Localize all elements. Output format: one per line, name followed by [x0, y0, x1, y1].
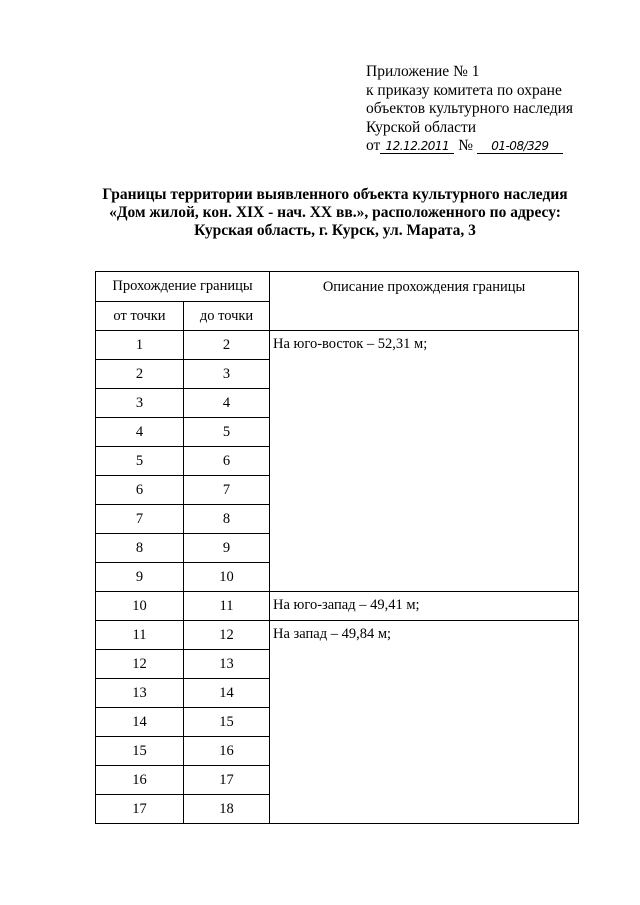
from-point: 14 [96, 708, 184, 737]
handwritten-number: 01-08/329 [477, 139, 563, 154]
appendix-order-line: к приказу комитета по охране [366, 81, 562, 99]
title-line-3: Курская область, г. Курск, ул. Марата, 3 [194, 222, 476, 239]
date-prefix: от [366, 137, 381, 154]
table-row [96, 621, 579, 650]
handwritten-date: 12.12.2011 [380, 139, 454, 154]
appendix-block [366, 63, 573, 156]
from-point: 11 [96, 621, 184, 650]
to-point: 12 [184, 621, 270, 650]
to-point: 4 [184, 389, 270, 418]
from-point: 13 [96, 679, 184, 708]
from-point: 12 [96, 650, 184, 679]
table-row [96, 592, 579, 621]
to-point: 10 [184, 563, 270, 592]
from-point: 8 [96, 534, 184, 563]
to-point: 15 [184, 708, 270, 737]
number-prefix: № [458, 137, 473, 154]
header-passage: Прохождение границы [96, 272, 270, 302]
from-point: 7 [96, 505, 184, 534]
to-point: 14 [184, 679, 270, 708]
from-point: 17 [96, 795, 184, 824]
from-point: 6 [96, 476, 184, 505]
to-point: 7 [184, 476, 270, 505]
from-point: 4 [96, 418, 184, 447]
title-line-1: Границы территории выявленного объекта культурного наследия [102, 186, 568, 203]
header-to-point: до точки [184, 302, 270, 331]
description-west: На запад – 49,84 м; [270, 621, 579, 824]
appendix-region-line: Курской области [366, 118, 477, 136]
from-point: 1 [96, 331, 184, 360]
appendix-date-number-line [366, 137, 573, 156]
header-from-point: от точки [96, 302, 184, 331]
to-point: 5 [184, 418, 270, 447]
appendix-committee-line: объектов культурного наследия [366, 100, 574, 117]
to-point: 6 [184, 447, 270, 476]
table-header-row [96, 272, 579, 302]
to-point: 17 [184, 766, 270, 795]
boundary-table [95, 271, 579, 824]
from-point: 9 [96, 563, 184, 592]
from-point: 15 [96, 737, 184, 766]
from-point: 5 [96, 447, 184, 476]
to-point: 16 [184, 737, 270, 766]
to-point: 13 [184, 650, 270, 679]
to-point: 18 [184, 795, 270, 824]
title-line-2: «Дом жилой, кон. XIX - нач. XX вв.», расположенного по адресу: [109, 204, 561, 221]
to-point: 8 [184, 505, 270, 534]
to-point: 11 [184, 592, 270, 621]
appendix-number: Приложение № 1 [366, 63, 480, 80]
from-point: 3 [96, 389, 184, 418]
description-southeast: На юго-восток – 52,31 м; [270, 331, 579, 592]
description-southwest: На юго-запад – 49,41 м; [270, 592, 579, 621]
header-description: Описание прохождения границы [270, 272, 579, 331]
from-point: 2 [96, 360, 184, 389]
table-row [96, 331, 579, 360]
to-point: 3 [184, 360, 270, 389]
document-title [60, 186, 610, 240]
from-point: 10 [96, 592, 184, 621]
to-point: 9 [184, 534, 270, 563]
from-point: 16 [96, 766, 184, 795]
to-point: 2 [184, 331, 270, 360]
